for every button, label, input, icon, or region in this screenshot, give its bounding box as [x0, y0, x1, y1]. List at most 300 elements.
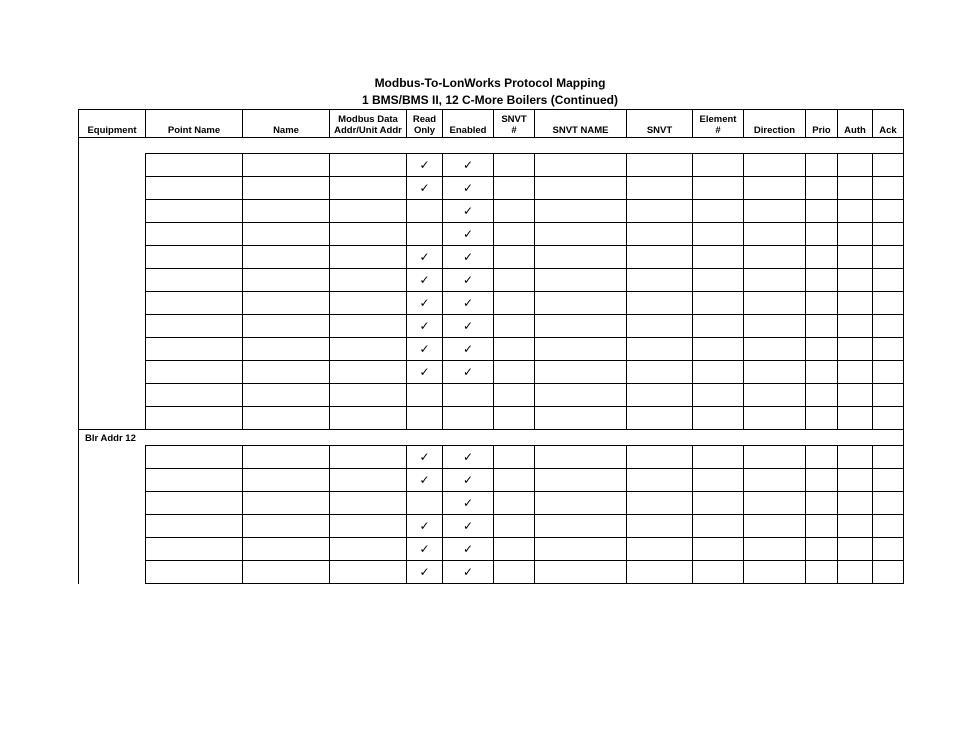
table-cell [873, 407, 904, 430]
table-cell [873, 154, 904, 177]
table-cell [627, 292, 693, 315]
table-cell [330, 246, 407, 269]
table-cell [873, 200, 904, 223]
check-mark-icon: ✓ [419, 273, 430, 287]
table-cell [627, 407, 693, 430]
table-cell [494, 361, 535, 384]
table-cell [443, 223, 494, 246]
column-header [407, 110, 443, 138]
table-cell [806, 223, 838, 246]
table-row [79, 269, 904, 292]
table-cell [693, 292, 744, 315]
check-mark-icon: ✓ [419, 296, 430, 310]
table-cell [535, 446, 627, 469]
table-cell [693, 446, 744, 469]
column-header [627, 110, 693, 138]
table-cell [407, 292, 443, 315]
table-cell [407, 338, 443, 361]
check-mark-icon: ✓ [462, 273, 474, 287]
table-cell [693, 200, 744, 223]
table-cell [693, 407, 744, 430]
check-mark-icon: ✓ [419, 519, 430, 533]
table-cell [806, 338, 838, 361]
column-header [873, 110, 904, 138]
column-header-text: SNVT NAME [552, 125, 609, 136]
check-mark-icon: ✓ [462, 296, 474, 310]
table-cell [838, 338, 873, 361]
table-cell [744, 515, 806, 538]
table-cell [443, 269, 494, 292]
check-mark-icon: ✓ [462, 158, 474, 172]
table-cell [407, 469, 443, 492]
table-cell [243, 407, 330, 430]
table-cell [407, 561, 443, 584]
table-row [79, 361, 904, 384]
table-cell [693, 384, 744, 407]
table-cell [494, 515, 535, 538]
check-mark-icon: ✓ [462, 565, 474, 579]
check-mark-icon: ✓ [462, 519, 474, 533]
table-cell [494, 246, 535, 269]
table-cell [873, 561, 904, 584]
table-cell [330, 492, 407, 515]
table-cell [744, 292, 806, 315]
table-row [79, 407, 904, 430]
table-cell [494, 200, 535, 223]
column-header-text: # [715, 125, 721, 136]
column-header [838, 110, 873, 138]
table-cell [838, 446, 873, 469]
table-cell [330, 407, 407, 430]
document-subtitle: 1 BMS/BMS II, 12 C-More Boilers (Continued) [361, 93, 619, 107]
table-cell [744, 492, 806, 515]
table-cell [146, 292, 243, 315]
header-row [79, 110, 904, 138]
column-header-text: Point Name [167, 125, 221, 136]
table-cell [407, 200, 443, 223]
table-cell [838, 223, 873, 246]
table-cell [494, 492, 535, 515]
table-cell [744, 269, 806, 292]
table-cell [873, 446, 904, 469]
table-cell [873, 315, 904, 338]
table-cell [693, 561, 744, 584]
table-cell [838, 269, 873, 292]
table-cell [443, 154, 494, 177]
table-cell [838, 538, 873, 561]
table-cell [146, 223, 243, 246]
table-cell [873, 177, 904, 200]
table-cell [146, 154, 243, 177]
column-header-text: Ack [879, 125, 897, 136]
table-row [79, 200, 904, 223]
table-cell [243, 538, 330, 561]
table-cell [243, 269, 330, 292]
table-cell [243, 223, 330, 246]
check-mark-icon: ✓ [462, 204, 474, 218]
table-cell [806, 315, 838, 338]
table-cell [407, 154, 443, 177]
table-row [79, 538, 904, 561]
table-cell [873, 515, 904, 538]
table-cell [627, 223, 693, 246]
check-mark-icon: ✓ [462, 542, 474, 556]
check-mark-icon: ✓ [419, 342, 430, 356]
table-cell [744, 177, 806, 200]
table-cell [693, 269, 744, 292]
table-cell [407, 223, 443, 246]
table-cell [806, 492, 838, 515]
table-cell [146, 246, 243, 269]
table-row [79, 515, 904, 538]
table-cell [146, 200, 243, 223]
table-cell [744, 384, 806, 407]
table-cell [627, 177, 693, 200]
table-cell [146, 315, 243, 338]
table-cell [627, 469, 693, 492]
check-mark-icon: ✓ [419, 473, 430, 487]
table-cell [873, 469, 904, 492]
column-header [806, 110, 838, 138]
table-cell [693, 246, 744, 269]
table-cell [407, 177, 443, 200]
table-cell [838, 561, 873, 584]
table-cell [494, 538, 535, 561]
table-row [79, 338, 904, 361]
table-cell [838, 246, 873, 269]
table-cell [494, 269, 535, 292]
table-cell [535, 154, 627, 177]
table-cell [243, 246, 330, 269]
table-cell [330, 200, 407, 223]
table-cell [627, 538, 693, 561]
table-cell [693, 338, 744, 361]
table-cell [627, 361, 693, 384]
table-row [79, 177, 904, 200]
table-cell [806, 561, 838, 584]
table-cell [873, 538, 904, 561]
table-cell [443, 200, 494, 223]
table-cell [627, 246, 693, 269]
table-cell [407, 384, 443, 407]
table-cell [243, 515, 330, 538]
table-row [79, 246, 904, 269]
table-cell [806, 446, 838, 469]
table-cell [838, 407, 873, 430]
table-cell [535, 269, 627, 292]
table-cell [443, 292, 494, 315]
table-cell [693, 154, 744, 177]
table-cell [627, 338, 693, 361]
table-cell [535, 200, 627, 223]
table-cell [693, 515, 744, 538]
column-header-text: Read [412, 114, 437, 125]
table-cell [494, 407, 535, 430]
table-cell [838, 315, 873, 338]
table-cell [146, 177, 243, 200]
group-label [79, 138, 146, 430]
table-cell [494, 177, 535, 200]
table-cell [535, 246, 627, 269]
table-cell [243, 338, 330, 361]
check-mark-icon: ✓ [462, 319, 474, 333]
column-header-text: # [511, 125, 517, 136]
table-cell [243, 384, 330, 407]
table-cell [838, 469, 873, 492]
column-header [494, 110, 535, 138]
column-header [146, 110, 243, 138]
table-row [79, 446, 904, 469]
table-cell [806, 200, 838, 223]
check-mark-icon: ✓ [419, 181, 430, 195]
check-mark-icon: ✓ [462, 250, 474, 264]
table-cell [744, 223, 806, 246]
table-cell [494, 338, 535, 361]
check-mark-icon: ✓ [419, 565, 430, 579]
table-cell [806, 469, 838, 492]
table-cell [407, 361, 443, 384]
table-cell [744, 407, 806, 430]
table-cell [873, 492, 904, 515]
table-cell [806, 269, 838, 292]
check-mark-icon: ✓ [462, 473, 474, 487]
table-cell [330, 384, 407, 407]
table-cell [535, 338, 627, 361]
table-cell [146, 407, 243, 430]
table-cell [330, 446, 407, 469]
table-row [79, 492, 904, 515]
table-cell [627, 269, 693, 292]
table-cell [443, 338, 494, 361]
table-cell [693, 223, 744, 246]
table-cell [806, 384, 838, 407]
table-cell [243, 446, 330, 469]
table-cell [330, 361, 407, 384]
table-cell [535, 407, 627, 430]
table-cell [693, 538, 744, 561]
table-cell [443, 315, 494, 338]
group-label: Blr Addr 12 [79, 430, 146, 584]
table-cell [744, 200, 806, 223]
column-header [330, 110, 407, 138]
table-cell [535, 492, 627, 515]
table-cell [535, 515, 627, 538]
table-cell [494, 315, 535, 338]
check-mark-icon: ✓ [462, 342, 474, 356]
table-cell [627, 384, 693, 407]
table-cell [330, 538, 407, 561]
table-cell [443, 361, 494, 384]
table-cell [243, 200, 330, 223]
table-cell [806, 292, 838, 315]
table-cell [873, 246, 904, 269]
table-cell [744, 561, 806, 584]
table-cell [873, 361, 904, 384]
table-cell [494, 446, 535, 469]
table-cell [693, 315, 744, 338]
table-cell [627, 315, 693, 338]
table-cell [494, 561, 535, 584]
table-cell [243, 561, 330, 584]
table-row [79, 154, 904, 177]
table-cell [838, 177, 873, 200]
table-cell [535, 361, 627, 384]
column-header [535, 110, 627, 138]
table-cell [443, 246, 494, 269]
table-cell [744, 469, 806, 492]
column-header [443, 110, 494, 138]
mapping-table [78, 109, 904, 584]
table-cell [243, 361, 330, 384]
table-cell [407, 446, 443, 469]
table-cell [627, 492, 693, 515]
table-cell [873, 292, 904, 315]
table-cell [146, 515, 243, 538]
table-row [79, 469, 904, 492]
table-cell [494, 223, 535, 246]
table-cell [744, 538, 806, 561]
table-cell [494, 292, 535, 315]
table-cell [744, 338, 806, 361]
table-cell [806, 246, 838, 269]
table-cell [744, 154, 806, 177]
table-cell [330, 561, 407, 584]
table-cell [146, 384, 243, 407]
table-cell [443, 469, 494, 492]
table-cell [627, 561, 693, 584]
table-cell [407, 407, 443, 430]
table-cell [693, 361, 744, 384]
table-cell [838, 492, 873, 515]
table-cell [146, 538, 243, 561]
table-row [79, 292, 904, 315]
table-cell [535, 292, 627, 315]
table-cell [535, 384, 627, 407]
table-cell [693, 492, 744, 515]
table-cell [243, 492, 330, 515]
table-cell [407, 538, 443, 561]
table-cell [443, 384, 494, 407]
table-cell [494, 154, 535, 177]
table-cell [838, 515, 873, 538]
table-cell [535, 538, 627, 561]
table-cell [627, 446, 693, 469]
table-cell [407, 515, 443, 538]
table-cell [806, 154, 838, 177]
table-cell [407, 246, 443, 269]
table-cell [873, 384, 904, 407]
check-mark-icon: ✓ [462, 181, 474, 195]
table-cell [838, 292, 873, 315]
table-cell [330, 315, 407, 338]
table-cell [838, 154, 873, 177]
table-cell [146, 492, 243, 515]
table-cell [443, 407, 494, 430]
table-cell [330, 292, 407, 315]
column-header-text: Element [699, 114, 737, 125]
table-cell [806, 407, 838, 430]
check-mark-icon: ✓ [419, 250, 430, 264]
table-cell [627, 200, 693, 223]
table-cell [243, 177, 330, 200]
table-cell [838, 200, 873, 223]
table-cell [806, 515, 838, 538]
column-header-text: Enabled [449, 125, 487, 136]
check-mark-icon: ✓ [419, 158, 430, 172]
table-cell [443, 177, 494, 200]
table-cell [443, 561, 494, 584]
column-header-text: Only [413, 125, 436, 136]
table-cell [744, 315, 806, 338]
check-mark-icon: ✓ [462, 496, 474, 510]
check-mark-icon: ✓ [419, 450, 430, 464]
table-cell [494, 384, 535, 407]
table-cell [627, 515, 693, 538]
table-cell [330, 154, 407, 177]
table-row [79, 561, 904, 584]
table-row [79, 315, 904, 338]
table-cell [443, 538, 494, 561]
column-header-text: Name [273, 125, 299, 136]
column-header-text: SNVT [501, 114, 527, 125]
table-cell [146, 446, 243, 469]
table-cell [443, 446, 494, 469]
table-cell [443, 515, 494, 538]
table-cell [806, 538, 838, 561]
table-cell [693, 469, 744, 492]
table-cell [494, 469, 535, 492]
column-header-text: Direction [753, 125, 796, 136]
column-header-text: Addr/Unit Addr [334, 125, 402, 136]
group-spacer [146, 138, 904, 154]
table-cell [330, 269, 407, 292]
check-mark-icon: ✓ [419, 542, 430, 556]
column-header-text: Equipment [87, 125, 137, 136]
table-cell [330, 469, 407, 492]
table-cell [146, 469, 243, 492]
check-mark-icon: ✓ [462, 227, 474, 241]
table-cell [873, 269, 904, 292]
table-row [79, 384, 904, 407]
table-cell [407, 315, 443, 338]
table-cell [693, 177, 744, 200]
table-cell [243, 154, 330, 177]
table-cell [146, 561, 243, 584]
group-header-row [79, 138, 904, 154]
table-cell [535, 561, 627, 584]
check-mark-icon: ✓ [419, 319, 430, 333]
check-mark-icon: ✓ [419, 365, 430, 379]
table-cell [407, 492, 443, 515]
table-cell [243, 292, 330, 315]
column-header-text: SNVT [646, 125, 673, 136]
table-cell [330, 223, 407, 246]
table-cell [330, 515, 407, 538]
table-cell [838, 384, 873, 407]
column-header [243, 110, 330, 138]
table-cell [146, 338, 243, 361]
table-cell [806, 177, 838, 200]
table-cell [838, 361, 873, 384]
table-cell [744, 246, 806, 269]
check-mark-icon: ✓ [462, 450, 474, 464]
column-header-text: Auth [844, 125, 866, 136]
table-cell [873, 223, 904, 246]
column-header [693, 110, 744, 138]
table-cell [535, 469, 627, 492]
table-row [79, 223, 904, 246]
table-cell [243, 469, 330, 492]
